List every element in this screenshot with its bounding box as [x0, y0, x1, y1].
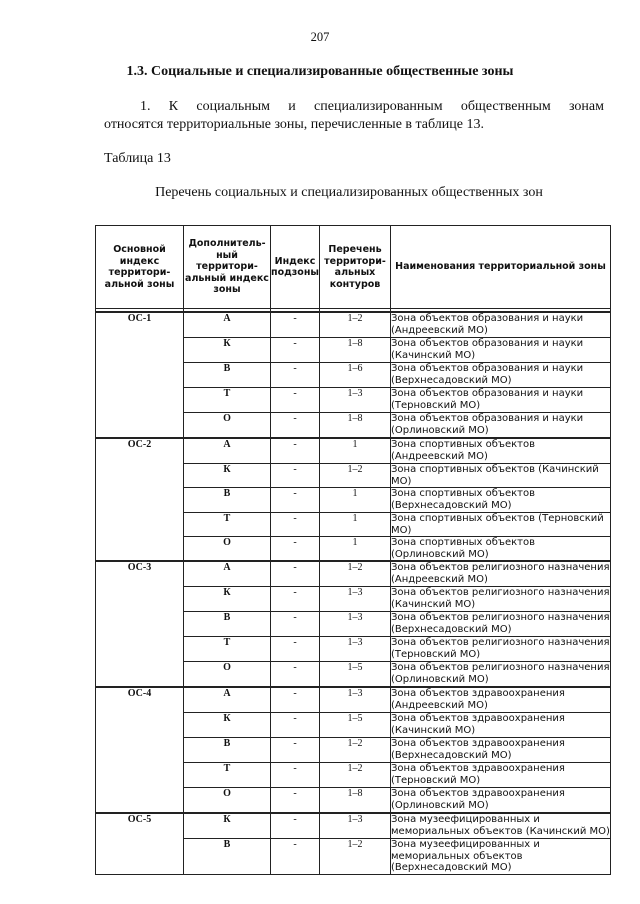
zone-name-cell: Зона музеефицированных и мемориальных объектов (Верхнесадовский МО): [391, 839, 611, 875]
zone-name-cell: Зона спортивных объектов (Орлиновский МО): [391, 537, 611, 562]
table-header-row: [96, 226, 611, 309]
additional-index-cell: К: [184, 813, 271, 839]
additional-index-cell: К: [184, 464, 271, 488]
additional-index-cell: В: [184, 738, 271, 763]
contours-cell: 1–3: [320, 388, 391, 413]
main-index-cell: ОС-1: [96, 312, 184, 438]
additional-index-cell: А: [184, 561, 271, 587]
contours-cell: 1–3: [320, 637, 391, 662]
additional-index-cell: В: [184, 488, 271, 513]
page-number: 207: [310, 30, 330, 44]
table-row: [96, 438, 611, 464]
zone-group: [96, 813, 611, 874]
additional-index-cell: О: [184, 537, 271, 562]
zone-name-cell: Зона объектов образования и науки (Терновский МО): [391, 388, 611, 413]
additional-index-cell: Т: [184, 763, 271, 788]
subzone-index-cell: -: [271, 464, 320, 488]
contours-cell: 1–2: [320, 464, 391, 488]
zone-name-cell: Зона объектов религиозного назначения (Терновский МО): [391, 637, 610, 660]
contours-cell: 1: [320, 488, 391, 513]
zone-name-cell: Зона объектов религиозного назначения (Качинский МО): [391, 587, 610, 610]
contours-cell: 1: [320, 438, 391, 464]
zone-name-cell: Зона объектов образования и науки (Качинский МО): [391, 338, 611, 363]
zone-name-cell: Зона объектов образования и науки (Андреевский МО): [391, 312, 611, 338]
main-index-cell: ОС-5: [96, 813, 184, 874]
subzone-index-cell: -: [271, 839, 320, 875]
subzone-index-cell: -: [271, 338, 320, 363]
header-subzone-index: Индекс подзоны: [271, 226, 320, 309]
zone-group: [96, 438, 611, 561]
header-additional-index: Дополнитель-ный территори-альный индекс зоны: [184, 226, 271, 309]
additional-index-cell: О: [184, 413, 271, 439]
subzone-index-cell: -: [271, 513, 320, 537]
zone-name-cell: Зона объектов здравоохранения (Качинский МО): [391, 713, 611, 738]
zone-name-cell: Зона объектов здравоохранения (Верхнесадовский МО): [391, 738, 611, 763]
additional-index-cell: О: [184, 788, 271, 814]
subzone-index-cell: -: [271, 438, 320, 464]
zone-name-cell: Зона спортивных объектов (Качинский МО): [391, 464, 611, 488]
subzone-index-cell: -: [271, 312, 320, 338]
zone-group: [96, 687, 611, 813]
intro-paragraph: [104, 98, 604, 134]
subzone-index-cell: -: [271, 687, 320, 713]
zone-group: [96, 561, 611, 687]
zone-name-cell: Зона объектов здравоохранения (Терновский МО): [391, 763, 611, 788]
contours-cell: 1–3: [320, 587, 391, 612]
zone-name-cell: Зона объектов образования и науки (Орлиновский МО): [391, 413, 611, 439]
contours-cell: 1–3: [320, 813, 391, 839]
table-row: [96, 312, 611, 338]
table-label: Таблица 13: [104, 151, 171, 166]
zone-name-cell: Зона спортивных объектов (Терновский МО): [391, 513, 611, 537]
subzone-index-cell: -: [271, 561, 320, 587]
subzone-index-cell: -: [271, 763, 320, 788]
contours-cell: 1–2: [320, 312, 391, 338]
subzone-index-cell: -: [271, 587, 320, 612]
contours-cell: 1–5: [320, 713, 391, 738]
subzone-index-cell: -: [271, 637, 320, 662]
header-main-index: Основной индекс территори-альной зоны: [96, 226, 184, 309]
additional-index-cell: Т: [184, 388, 271, 413]
table-title: Перечень социальных и специализированных общественных зон: [155, 185, 543, 200]
additional-index-cell: К: [184, 338, 271, 363]
additional-index-cell: Т: [184, 637, 271, 662]
subzone-index-cell: -: [271, 713, 320, 738]
zones-table: [95, 225, 611, 875]
zone-name-cell: Зона спортивных объектов (Андреевский МО): [391, 438, 611, 464]
subzone-index-cell: -: [271, 612, 320, 637]
intro-line-1: 1. К социальным и специализированным общественным зонам: [140, 99, 604, 114]
zone-name-cell: Зона объектов религиозного назначения (Андреевский МО): [391, 562, 610, 585]
subzone-index-cell: -: [271, 488, 320, 513]
zone-name-cell: Зона объектов здравоохранения (Орлиновский МО): [391, 788, 611, 814]
additional-index-cell: В: [184, 612, 271, 637]
contours-cell: 1–6: [320, 363, 391, 388]
header-contours: Перечень территори-альных контуров: [320, 226, 391, 309]
subzone-index-cell: -: [271, 738, 320, 763]
section-heading: 1.3. Социальные и специализированные общественные зоны: [126, 64, 514, 79]
contours-cell: 1–8: [320, 788, 391, 814]
additional-index-cell: В: [184, 839, 271, 875]
zone-name-cell: Зона объектов религиозного назначения (Верхнесадовский МО): [391, 612, 610, 635]
contours-cell: 1–2: [320, 839, 391, 875]
additional-index-cell: Т: [184, 513, 271, 537]
subzone-index-cell: -: [271, 788, 320, 814]
subzone-index-cell: -: [271, 662, 320, 688]
subzone-index-cell: -: [271, 363, 320, 388]
main-index-cell: ОС-4: [96, 687, 184, 813]
additional-index-cell: А: [184, 438, 271, 464]
main-index-cell: ОС-3: [96, 561, 184, 687]
additional-index-cell: О: [184, 662, 271, 688]
zone-group: [96, 312, 611, 438]
zone-name-cell: Зона музеефицированных и мемориальных объектов (Качинский МО): [391, 814, 610, 837]
contours-cell: 1–3: [320, 612, 391, 637]
table-row: [96, 561, 611, 587]
additional-index-cell: А: [184, 687, 271, 713]
additional-index-cell: К: [184, 713, 271, 738]
subzone-index-cell: -: [271, 537, 320, 562]
subzone-index-cell: -: [271, 413, 320, 439]
subzone-index-cell: -: [271, 388, 320, 413]
contours-cell: 1–2: [320, 763, 391, 788]
table-row: [96, 687, 611, 713]
intro-line-2: относятся территориальные зоны, перечисленные в таблице 13.: [104, 117, 484, 132]
contours-cell: 1–5: [320, 662, 391, 688]
subzone-index-cell: -: [271, 813, 320, 839]
zone-name-cell: Зона объектов образования и науки (Верхнесадовский МО): [391, 363, 611, 388]
table-row: [96, 813, 611, 839]
main-index-cell: ОС-2: [96, 438, 184, 561]
contours-cell: 1: [320, 513, 391, 537]
zone-name-cell: Зона объектов религиозного назначения (Орлиновский МО): [391, 662, 611, 688]
additional-index-cell: К: [184, 587, 271, 612]
contours-cell: 1: [320, 537, 391, 562]
zone-name-cell: Зона спортивных объектов (Верхнесадовский МО): [391, 488, 611, 513]
contours-cell: 1–3: [320, 687, 391, 713]
zone-name-cell: Зона объектов здравоохранения (Андреевский МО): [391, 687, 611, 713]
contours-cell: 1–8: [320, 338, 391, 363]
header-zone-name: Наименования территориальной зоны: [391, 226, 611, 309]
additional-index-cell: В: [184, 363, 271, 388]
contours-cell: 1–8: [320, 413, 391, 439]
additional-index-cell: А: [184, 312, 271, 338]
contours-cell: 1–2: [320, 561, 391, 587]
contours-cell: 1–2: [320, 738, 391, 763]
